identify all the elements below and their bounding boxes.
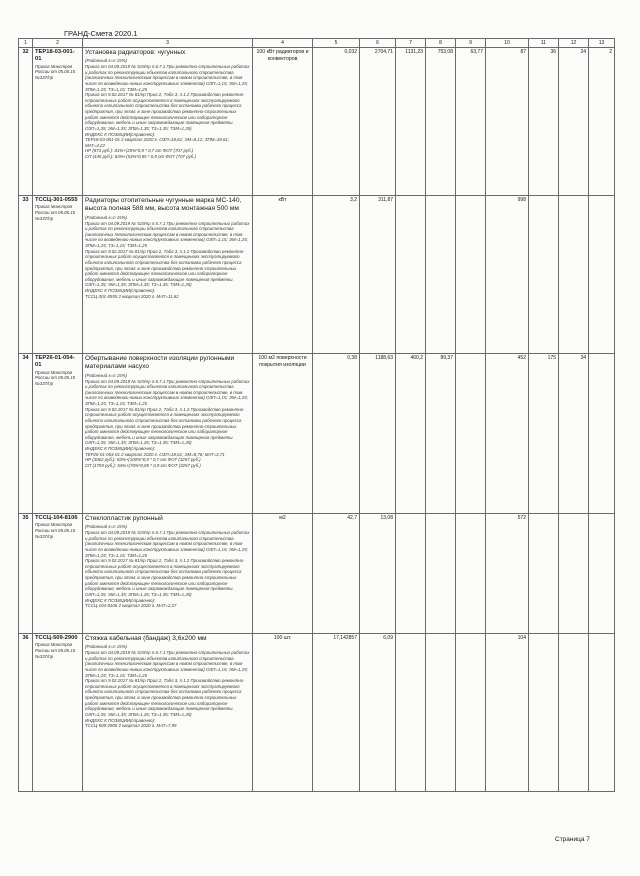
value-c7 xyxy=(396,514,426,634)
item-quantity: 17,142857 xyxy=(313,634,360,792)
item-code-note: Приказ Минстроя России от 05.05.15 №337/пр xyxy=(35,204,76,221)
description-cell xyxy=(83,354,253,514)
code-cell xyxy=(33,514,83,634)
item-description: (Районный к=п 15%) Приказ от 04.09.2019 № 519/пр п.6.7.1 При ремонтно-строительных работах и работах по реконструкции объектов капитального строительства (аналогичных технологическим процессам в новом строительстве, в том числе по возведению новых конструктивных элементов) ОЗП=1,15; ЭМ=1,25; ЗПМ=1,25; ТЗ=1,15; ТЗМ=1,25 Приказ от 9.02.2017 № 81/пр Прил.2, Табл.3, п.1.2 Производство ремонтно-строительных работ осуществляется в помещениях эксплуатируемого объекта капитального строительства без остановки рабочего процесса предприятия, при этом: в зоне производства ремонтно-строительных работ имеются действующее технологическое или лабораторное оборудование, мебель и иные загромождающие помещения предметы. ОЗП=1,35; ЭМ=1,35; ЗПМ=1,35; ТЗ=1,35; ТЗМ=1,35) ИНДЕКС К ПОЗИЦИИ(справочно): ТЕР18-03-001-01 2 квартал 2020 г. ОЗП=18,61; ЭМ=8,12; ЗПМ=18,61; МАТ=4,22 НР (873 руб.): 81%+(25%*0,9 * 0,7 от ФОТ (707 руб.) СП (445 руб.): 63%+(53%*0,85 * 0,9 от ФОТ (707 руб.) xyxy=(85,58,250,160)
row-number: 32 xyxy=(19,48,33,196)
item-code: ТЕР26-01-054-01 xyxy=(35,355,75,369)
item-unit: 100 кВт радиаторов и конвекторов xyxy=(253,48,313,196)
value-c7: 1131,23 xyxy=(396,48,426,196)
description-cell xyxy=(83,196,253,354)
item-quantity: 42,7 xyxy=(313,514,360,634)
value-c6: 1188,63 xyxy=(360,354,396,514)
item-description: (Районный к=п 15%) Приказ от 04.09.2019 № 519/пр п.6.7.1 При ремонтно-строительных работах и работах по реконструкции объектов капитального строительства (аналогичных технологическим процессам в новом строительстве, в том числе по возведению новых конструктивных элементов) ОЗП=1,15; ЭМ=1,25; ЗПМ=1,25; ТЗ=1,15; ТЗМ=1,25 Приказ от 9.02.2017 № 81/пр Прил.2, Табл.3, п.1.2 Производство ремонтно-строительных работ осуществляется в помещениях эксплуатируемого объекта капитального строительства без остановки рабочего процесса предприятия, при этом: в зоне производства ремонтно-строительных работ имеются действующее технологическое или лабораторное оборудование, мебель и иные загромождающие помещения предметы. ОЗП=1,35; ЭМ=1,35; ЗПМ=1,35; ТЗ=1,35; ТЗМ=1,35) ИНДЕКС К ПОЗИЦИИ(справочно): ТССЦ-104-8106 2 квартал 2020 г. МАТ=2,27 xyxy=(85,524,250,609)
item-code: ТССЦ-301-0555 xyxy=(35,197,78,203)
value-c10: 452 xyxy=(486,354,529,514)
item-description: (Районный к=п 15%) Приказ от 04.09.2019 № 519/пр п.6.7.1 При ремонтно-строительных работах и работах по реконструкции объектов капитального строительства (аналогичных технологическим процессам в новом строительстве, в том числе по возведению новых конструктивных элементов) ОЗП=1,15; ЭМ=1,25; ЗПМ=1,25; ТЗ=1,15; ТЗМ=1,25 Приказ от 9.02.2017 № 81/пр Прил.2, Табл.3, п.1.2 Производство ремонтно-строительных работ осуществляется в помещениях эксплуатируемого объекта капитального строительства без остановки рабочего процесса предприятия, при этом: в зоне производства ремонтно-строительных работ имеются действующее технологическое или лабораторное оборудование, мебель и иные загромождающие помещения предметы. ОЗП=1,35; ЭМ=1,35; ЗПМ=1,35; ТЗ=1,35; ТЗМ=1,35) ИНДЕКС К ПОЗИЦИИ(справочно): ТССЦ-301-0555 2 квартал 2020 г. МАТ=11,62 xyxy=(85,214,250,299)
value-c7 xyxy=(396,196,426,354)
item-code: ТЕР18-03-001-01 xyxy=(35,49,75,63)
code-cell xyxy=(33,354,83,514)
column-number: 4 xyxy=(253,39,313,48)
table-row xyxy=(19,634,615,792)
value-c7 xyxy=(396,634,426,792)
item-title: Стяжка кабельная (бандаж) 3,6x200 мм xyxy=(85,635,207,642)
value-c11 xyxy=(529,196,559,354)
description-cell xyxy=(83,634,253,792)
value-c11: 175 xyxy=(529,354,559,514)
value-c9 xyxy=(456,354,486,514)
column-number: 7 xyxy=(396,39,426,48)
item-title: Стеклопластик рулонный xyxy=(85,515,163,522)
row-number: 35 xyxy=(19,514,33,634)
value-c11 xyxy=(529,634,559,792)
item-quantity: 0,38 xyxy=(313,354,360,514)
item-code-note: Приказ Минстроя России от 05.05.15 №337/пр xyxy=(35,642,76,659)
column-number: 3 xyxy=(83,39,253,48)
column-number: 1 xyxy=(19,39,33,48)
value-c12: 34 xyxy=(559,354,589,514)
column-number: 9 xyxy=(456,39,486,48)
description-cell xyxy=(83,48,253,196)
value-c8: 89,37 xyxy=(426,354,456,514)
item-title: Обертывание поверхности изоляции рулонными материалами насухо xyxy=(85,355,235,371)
item-quantity: 3,2 xyxy=(313,196,360,354)
value-c12 xyxy=(559,514,589,634)
item-unit: кВт xyxy=(253,196,313,354)
column-number: 10 xyxy=(486,39,529,48)
code-cell xyxy=(33,48,83,196)
value-c8: 753,08 xyxy=(426,48,456,196)
value-c11 xyxy=(529,514,559,634)
item-code: ТССЦ-104-8106 xyxy=(35,515,78,521)
value-c6: 2704,71 xyxy=(360,48,396,196)
item-quantity: 0,032 xyxy=(313,48,360,196)
column-number: 12 xyxy=(559,39,589,48)
code-cell xyxy=(33,196,83,354)
item-title: Установка радиаторов: чугунных xyxy=(85,49,186,56)
table-row xyxy=(19,196,615,354)
description-cell xyxy=(83,514,253,634)
page-number: Страница 7 xyxy=(555,836,590,843)
item-description: (Районный к=п 15%) Приказ от 04.09.2019 № 519/пр п.6.7.1 При ремонтно-строительных работах и работах по реконструкции объектов капитального строительства (аналогичных технологическим процессам в новом строительстве, в том числе по возведению новых конструктивных элементов) ОЗП=1,15; ЭМ=1,25; ЗПМ=1,25; ТЗ=1,15; ТЗМ=1,25 Приказ от 9.02.2017 № 81/пр Прил.2, Табл.3, п.1.2 Производство ремонтно-строительных работ осуществляется в помещениях эксплуатируемого объекта капитального строительства без остановки рабочего процесса предприятия, при этом: в зоне производства ремонтно-строительных работ имеются действующее технологическое или лабораторное оборудование, мебель и иные загромождающие помещения предметы. ОЗП=1,35; ЭМ=1,35; ЗПМ=1,35; ТЗ=1,35; ТЗМ=1,35) ИНДЕКС К ПОЗИЦИИ(справочно): ТЕР26-01-054-01 2 квартал 2020 г. ОЗП=18,61; ЭМ=8,78; МАТ=3,71 НР (3062 руб.): 83%+(100%*0,9 * 0,7 от ФОТ (3257 руб.) СП (1759 руб.): 54%+(70%*0,85 * 0,9 от ФОТ (3257 руб.) xyxy=(85,372,250,468)
item-code-note: Приказ Минстроя России от 05.05.15 №337/пр xyxy=(35,522,76,539)
item-code-note: Приказ Минстроя России от 05.05.15 №337/пр xyxy=(35,63,76,81)
value-c13 xyxy=(589,634,615,792)
value-c12: 24 xyxy=(559,48,589,196)
table-row xyxy=(19,354,615,514)
value-c7: 460,2 xyxy=(396,354,426,514)
column-number: 5 xyxy=(313,39,360,48)
value-c9 xyxy=(456,196,486,354)
item-code-note: Приказ Минстроя России от 05.05.15 №337/пр xyxy=(35,369,76,387)
value-c9 xyxy=(456,514,486,634)
document-header: ГРАНД-Смета 2020.1 xyxy=(64,29,138,38)
item-code: ТССЦ-509-2900 xyxy=(35,635,78,641)
row-number: 34 xyxy=(19,354,33,514)
table-row xyxy=(19,514,615,634)
code-cell xyxy=(33,634,83,792)
value-c10: 572 xyxy=(486,514,529,634)
value-c12 xyxy=(559,196,589,354)
value-c9: 63,77 xyxy=(456,48,486,196)
value-c8 xyxy=(426,514,456,634)
column-number: 13 xyxy=(589,39,615,48)
value-c11: 36 xyxy=(529,48,559,196)
value-c10: 87 xyxy=(486,48,529,196)
item-description: (Районный к=п 15%) Приказ от 04.09.2019 № 519/пр п.6.7.1 При ремонтно-строительных работах и работах по реконструкции объектов капитального строительства (аналогичных технологическим процессам в новом строительстве, в том числе по возведению новых конструктивных элементов) ОЗП=1,15; ЭМ=1,25; ЗПМ=1,25; ТЗ=1,15; ТЗМ=1,25 Приказ от 9.02.2017 № 81/пр Прил.2, Табл.3, п.1.2 Производство ремонтно-строительных работ осуществляется в помещениях эксплуатируемого объекта капитального строительства без остановки рабочего процесса предприятия, при этом: в зоне производства ремонтно-строительных работ имеются действующее технологическое или лабораторное оборудование, мебель и иные загромождающие помещения предметы. ОЗП=1,35; ЭМ=1,35; ЗПМ=1,35; ТЗ=1,35; ТЗМ=1,35) ИНДЕКС К ПОЗИЦИИ(справочно): ТССЦ-509-2900 2 квартал 2020 г. МАТ=7,99 xyxy=(85,644,250,729)
value-c10: 998 xyxy=(486,196,529,354)
column-number: 8 xyxy=(426,39,456,48)
column-number: 2 xyxy=(33,39,83,48)
value-c8 xyxy=(426,196,456,354)
item-unit: 100 шт. xyxy=(253,634,313,792)
column-number: 11 xyxy=(529,39,559,48)
column-number: 6 xyxy=(360,39,396,48)
value-c13 xyxy=(589,354,615,514)
item-unit: 100 м2 поверхности покрытия изоляции xyxy=(253,354,313,514)
row-number: 33 xyxy=(19,196,33,354)
value-c6: 13,08 xyxy=(360,514,396,634)
row-number: 36 xyxy=(19,634,33,792)
item-unit: м2 xyxy=(253,514,313,634)
value-c6: 311,87 xyxy=(360,196,396,354)
table-row xyxy=(19,48,615,196)
value-c12 xyxy=(559,634,589,792)
value-c13 xyxy=(589,196,615,354)
column-number-row xyxy=(19,39,615,48)
item-title: Радиаторы отопительные чугунные марка МС-140, высота полная 588 мм, высота монтажная 500 мм xyxy=(85,197,242,213)
value-c9 xyxy=(456,634,486,792)
estimate-table xyxy=(18,38,615,792)
value-c13 xyxy=(589,514,615,634)
value-c8 xyxy=(426,634,456,792)
value-c10: 104 xyxy=(486,634,529,792)
value-c13: 2 xyxy=(589,48,615,196)
value-c6: 6,09 xyxy=(360,634,396,792)
